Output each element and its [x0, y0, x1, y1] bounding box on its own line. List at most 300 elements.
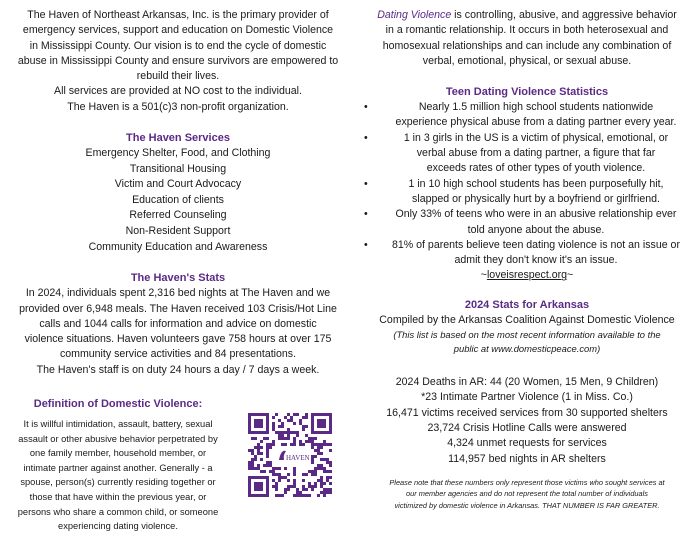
qr-module: [305, 473, 308, 476]
services-heading: The Haven Services: [126, 132, 230, 145]
qr-module: [248, 449, 251, 452]
qr-module: [287, 419, 290, 422]
disclaimer-line: Please note that these numbers only represent those victims who sought services at: [389, 477, 665, 487]
teen-bullet-line: slapped or physically hurt by a boyfriend or girlfriend.: [412, 192, 660, 205]
qr-module: [308, 437, 311, 440]
qr-module: [299, 494, 302, 497]
qr-module: [281, 437, 284, 440]
qr-module: [287, 431, 290, 434]
qr-module: [281, 422, 284, 425]
dating-line: in a romantic relationship. It occurs in both heterosexual and: [385, 24, 669, 37]
qr-module: [287, 485, 290, 488]
qr-module: [302, 488, 305, 491]
qr-module: [311, 470, 314, 473]
arkansas-note: [360, 328, 694, 355]
qr-module: [308, 485, 311, 488]
qr-module: [317, 452, 320, 455]
qr-module: [323, 491, 326, 494]
arkansas-heading: 2024 Stats for Arkansas: [464, 298, 590, 311]
qr-module: [296, 494, 299, 497]
intro-line: emergency services, support and education on Domestic Violence: [22, 24, 334, 37]
qr-module: [284, 491, 287, 494]
qr-module: [254, 467, 257, 470]
qr-module: [290, 419, 293, 422]
qr-module: [314, 443, 317, 446]
qr-module: [299, 422, 302, 425]
qr-module: [323, 488, 326, 491]
qr-module: [296, 413, 299, 416]
qr-module: [260, 446, 263, 449]
qr-module: [326, 476, 329, 479]
qr-module: [320, 479, 323, 482]
qr-module: [329, 488, 332, 491]
dating-violence-paragraph: [360, 8, 694, 69]
qr-module: [272, 428, 275, 431]
qr-module: [248, 464, 251, 467]
qr-module: [275, 413, 278, 416]
qr-module: [317, 446, 320, 449]
intro-line: The Haven of Northeast Arkansas, Inc. is the primary provider of: [27, 9, 329, 21]
qr-module: [251, 452, 254, 455]
qr-module: [287, 434, 290, 437]
qr-module: [326, 470, 329, 473]
bullet-icon: •: [364, 101, 368, 114]
qr-module: [293, 431, 296, 434]
qr-module: [266, 461, 269, 464]
qr-module: [329, 449, 332, 452]
qr-module: [308, 440, 311, 443]
qr-module: [272, 470, 275, 473]
qr-module: [278, 425, 281, 428]
qr-module: [293, 479, 296, 482]
qr-module: [254, 458, 257, 461]
stats-line: community service activities and 84 presentations.: [59, 348, 297, 361]
qr-module: [302, 443, 305, 446]
qr-module: [284, 437, 287, 440]
qr-module: [284, 416, 287, 419]
qr-module: [320, 482, 323, 485]
qr-module: [305, 440, 308, 443]
qr-module: [314, 473, 317, 476]
qr-module: [320, 467, 323, 470]
qr-module: [272, 467, 275, 470]
qr-module: [275, 467, 278, 470]
qr-module: [293, 482, 296, 485]
teen-bullet: [360, 177, 694, 208]
qr-module: [260, 440, 263, 443]
teen-bullet-line: admit they don't know it's an issue.: [454, 254, 618, 267]
intro-line: The Haven is a 501(c)3 non-profit organization.: [67, 100, 289, 113]
source-line: [360, 268, 694, 283]
qr-module: [311, 443, 314, 446]
qr-module: [323, 458, 326, 461]
qr-module: [299, 419, 302, 422]
qr-module: [311, 485, 314, 488]
qr-module: [275, 488, 278, 491]
dating-first-line: [360, 8, 694, 23]
qr-module: [308, 470, 311, 473]
qr-module: [293, 467, 296, 470]
qr-module: [284, 476, 287, 479]
qr-module: [278, 476, 281, 479]
qr-module: [311, 488, 314, 491]
qr-module: [308, 482, 311, 485]
qr-module: [299, 443, 302, 446]
qr-module: [299, 491, 302, 494]
qr-module: [326, 461, 329, 464]
qr-module: [254, 437, 257, 440]
qr-module: [329, 464, 332, 467]
qr-module: [263, 470, 266, 473]
qr-module: [284, 431, 287, 434]
qr-module: [266, 437, 269, 440]
qr-module: [290, 485, 293, 488]
arkansas-note-line: (This list is based on the most recent information available to the: [393, 329, 661, 341]
disclaimer-line: victimized by domestic violence in Arkansas. THAT NUMBER IS FAR GREATER.: [394, 500, 660, 510]
qr-module: [248, 467, 251, 470]
qr-module: [266, 443, 269, 446]
qr-module: [329, 443, 332, 446]
qr-module: [293, 473, 296, 476]
qr-module: [320, 485, 323, 488]
qr-module: [326, 479, 329, 482]
qr-module: [317, 479, 320, 482]
qr-module: [296, 434, 299, 437]
qr-module: [320, 443, 323, 446]
teen-bullet-line: 81% of parents believe teen dating violence is not an issue or: [392, 238, 680, 251]
qr-module: [275, 494, 278, 497]
teen-bullet: [360, 207, 694, 238]
intro-paragraph: [8, 8, 348, 115]
qr-module: [269, 470, 272, 473]
dating-violence-term: Dating Violence: [377, 9, 452, 21]
qr-module: [278, 437, 281, 440]
qr-module: [269, 446, 272, 449]
qr-module: [275, 473, 278, 476]
qr-module: [305, 488, 308, 491]
qr-module: [293, 440, 296, 443]
qr-module: [272, 416, 275, 419]
dating-first-line-rest: is controlling, abusive, and aggressive behavior: [451, 9, 677, 21]
qr-module: [320, 491, 323, 494]
qr-module: [323, 440, 326, 443]
qr-module: [314, 482, 317, 485]
qr-module: [251, 458, 254, 461]
qr-module: [266, 455, 269, 458]
qr-module: [302, 485, 305, 488]
qr-module: [293, 494, 296, 497]
definition-line: It is willful intimidation, assault, battery, sexual: [23, 419, 213, 429]
disclaimer: [360, 477, 694, 511]
definition-section: [8, 397, 348, 537]
stats-line: In 2024, individuals spent 2,316 bed nights at The Haven and we: [25, 287, 331, 300]
teen-bullet-line: Nearly 1.5 million high school students nationwide: [418, 101, 654, 114]
qr-module: [293, 422, 296, 425]
qr-module: [329, 476, 332, 479]
qr-module: [299, 440, 302, 443]
qr-code-graphic[interactable]: [248, 413, 332, 497]
teen-bullet: [360, 100, 694, 131]
qr-module: [314, 467, 317, 470]
qr-module: [293, 485, 296, 488]
qr-module: [311, 473, 314, 476]
service-item: Transitional Housing: [129, 162, 227, 175]
qr-module: [272, 485, 275, 488]
qr-module: [251, 467, 254, 470]
teen-heading: Teen Dating Violence Statistics: [445, 86, 609, 99]
arkansas-stat: 114,957 bed nights in AR shelters: [448, 452, 606, 465]
qr-module: [293, 443, 296, 446]
stats-line: violence situations. Haven volunteers gave 758 hours at over 175: [24, 333, 332, 346]
qr-module: [254, 446, 257, 449]
qr-module: [254, 455, 257, 458]
qr-module: [293, 470, 296, 473]
qr-module: [305, 416, 308, 419]
qr-module: [266, 464, 269, 467]
service-item: Education of clients: [132, 193, 224, 206]
qr-module: [296, 431, 299, 434]
dating-line: homosexual relationships and can include any combination of: [382, 39, 672, 52]
qr-module: [257, 449, 260, 452]
qr-module: [320, 446, 323, 449]
definition-line: experiencing dating violence.: [58, 521, 178, 532]
service-item: Community Education and Awareness: [88, 240, 268, 253]
qr-module: [302, 425, 305, 428]
qr-module: [311, 455, 314, 458]
service-item: Victim and Court Advocacy: [114, 178, 242, 191]
qr-module: [326, 458, 329, 461]
qr-module: [287, 428, 290, 431]
disclaimer-line: our member agencies and do not represent the total number of individuals: [406, 489, 648, 499]
teen-bullet-line: 1 in 3 girls in the US is a victim of physical, emotional, or: [403, 131, 669, 144]
qr-module: [290, 431, 293, 434]
stats-line: The Haven's staff is on duty 24 hours a day / 7 days a week.: [36, 363, 320, 376]
bullet-icon: •: [364, 238, 368, 251]
teen-bullet-line: verbal abuse from a dating partner, a figure that far: [416, 147, 656, 160]
definition-heading: Definition of Domestic Violence:: [33, 398, 203, 410]
qr-module: [263, 464, 266, 467]
qr-module: [293, 437, 296, 440]
arkansas-stat: 2024 Deaths in AR: 44 (20 Women, 15 Men, 9 Children): [395, 376, 659, 389]
qr-module: [278, 467, 281, 470]
qr-module: [296, 491, 299, 494]
intro-line: in Mississippi County. Our vision is to end the cycle of domestic: [29, 39, 327, 52]
qr-module: [272, 422, 275, 425]
qr-logo-text: HAVEN: [286, 454, 310, 462]
qr-module: [296, 488, 299, 491]
stats-section: [8, 271, 348, 378]
qr-module: [272, 440, 275, 443]
source-suffix: ~: [567, 269, 574, 282]
qr-module: [290, 416, 293, 419]
bullet-icon: •: [364, 177, 368, 190]
qr-module: [272, 443, 275, 446]
qr-module: [311, 437, 314, 440]
qr-module: [317, 449, 320, 452]
qr-module: [257, 446, 260, 449]
qr-module: [272, 425, 275, 428]
qr-module: [266, 452, 269, 455]
definition-line: spouse, person(s) currently residing together or: [20, 477, 216, 488]
qr-module: [293, 413, 296, 416]
bullet-icon: •: [364, 208, 368, 221]
qr-module: [302, 416, 305, 419]
qr-module: [314, 485, 317, 488]
qr-module: [251, 464, 254, 467]
qr-module: [257, 443, 260, 446]
qr-module: [317, 464, 320, 467]
definition-line: intimate partner against another. Generally - a: [23, 462, 213, 473]
qr-module: [287, 437, 290, 440]
intro-line: rebuild their lives.: [136, 70, 220, 83]
qr-module: [323, 470, 326, 473]
qr-module: [266, 446, 269, 449]
qr-module: [281, 434, 284, 437]
arkansas-note-line: public at www.domesticpeace.com): [453, 342, 601, 354]
qr-module: [320, 452, 323, 455]
qr-module: [305, 494, 308, 497]
teen-bullet-line: 1 in 10 high school students has been purposefully hit,: [408, 177, 664, 190]
qr-module: [326, 443, 329, 446]
qr-module: [251, 437, 254, 440]
qr-module: [281, 425, 284, 428]
qr-module: [323, 482, 326, 485]
qr-module: [287, 488, 290, 491]
loveisrespect-link[interactable]: loveisrespect.org: [486, 269, 568, 282]
qr-module: [314, 449, 317, 452]
qr-module: [320, 458, 323, 461]
arkansas-stat: 23,724 Crisis Hotline Calls were answered: [427, 421, 627, 434]
qr-module: [302, 428, 305, 431]
qr-module: [275, 482, 278, 485]
qr-module: [302, 473, 305, 476]
qr-module: [311, 440, 314, 443]
services-section: [8, 131, 348, 255]
qr-module: [248, 461, 251, 464]
qr-module: [317, 443, 320, 446]
qr-module: [311, 458, 314, 461]
qr-module: [320, 476, 323, 479]
qr-module: [305, 413, 308, 416]
qr-module: [278, 494, 281, 497]
teen-bullet: [360, 238, 694, 269]
qr-module: [257, 464, 260, 467]
qr-module: [320, 464, 323, 467]
qr-module: [323, 443, 326, 446]
definition-line: those that have within the previous year, or: [29, 491, 207, 502]
qr-module: [281, 494, 284, 497]
qr-module: [272, 473, 275, 476]
qr-module: [305, 425, 308, 428]
qr-module: [278, 479, 281, 482]
qr-module: [308, 494, 311, 497]
arkansas-stat: 4,324 unmet requests for services: [447, 437, 607, 450]
qr-module: [326, 491, 329, 494]
qr-module: [287, 413, 290, 416]
qr-module: [281, 431, 284, 434]
stats-heading: The Haven's Stats: [130, 272, 226, 285]
qr-module: [329, 491, 332, 494]
qr-module: [329, 461, 332, 464]
qr-module: [275, 485, 278, 488]
stats-line: calls and 1044 calls for information and advice on domestic: [39, 317, 317, 330]
qr-module: [278, 419, 281, 422]
qr-module: [269, 464, 272, 467]
left-column: [8, 0, 348, 378]
qr-module: [260, 452, 263, 455]
teen-bullet-line: experience physical abuse from a dating partner every year.: [395, 116, 677, 129]
qr-module: [311, 461, 314, 464]
qr-module: [281, 443, 284, 446]
dating-line: verbal, emotional, physical, or sexual abuse.: [422, 54, 632, 67]
qr-module: [266, 449, 269, 452]
qr-module: [269, 443, 272, 446]
bullet-icon: •: [364, 131, 368, 144]
service-item: Referred Counseling: [129, 209, 227, 222]
qr-module: [251, 461, 254, 464]
qr-module: [314, 470, 317, 473]
teen-section: [360, 85, 694, 284]
qr-module: [278, 431, 281, 434]
teen-bullet: [360, 131, 694, 177]
definition-line: persons who share a common child, or someone: [17, 506, 219, 517]
qr-module: [257, 452, 260, 455]
qr-module: [287, 479, 290, 482]
teen-bullet-line: told anyone about the abuse.: [467, 223, 605, 236]
qr-code[interactable]: [248, 413, 332, 497]
qr-module: [278, 473, 281, 476]
qr-module: [284, 488, 287, 491]
qr-module: [272, 479, 275, 482]
qr-module: [317, 494, 320, 497]
qr-module: [284, 443, 287, 446]
qr-module: [287, 473, 290, 476]
qr-module: [269, 461, 272, 464]
arkansas-stat: 16,471 victims received services from 30 supported shelters: [386, 406, 668, 419]
qr-module: [326, 488, 329, 491]
teen-bullet-line: exceeds rates of other types of youth violence.: [426, 162, 646, 175]
source-prefix: ~: [480, 269, 487, 282]
qr-module: [251, 449, 254, 452]
qr-module: [323, 494, 326, 497]
qr-module: [257, 467, 260, 470]
qr-module: [305, 434, 308, 437]
service-item: Emergency Shelter, Food, and Clothing: [85, 147, 271, 160]
intro-line: abuse in Mississippi County and ensure survivors are empowered to: [17, 54, 339, 67]
qr-module: [317, 467, 320, 470]
qr-module: [329, 470, 332, 473]
arkansas-stats-list: [360, 375, 694, 467]
definition-line: assault or other abusive behavior perpetrated by: [18, 433, 218, 444]
qr-module: [302, 479, 305, 482]
right-column: [360, 0, 694, 511]
qr-module: [278, 434, 281, 437]
qr-module: [260, 458, 263, 461]
qr-module: [314, 455, 317, 458]
qr-module: [284, 467, 287, 470]
qr-module: [323, 467, 326, 470]
stats-line: provided over 6,948 meals. The Haven received 103 Crisis/Hot Line: [19, 302, 337, 315]
compiled-by: Compiled by the Arkansas Coalition Against Domestic Violence: [379, 313, 675, 326]
intro-line: All services are provided at NO cost to the individual.: [54, 85, 302, 98]
arkansas-stat: *23 Intimate Partner Violence (1 in Miss. Co.): [421, 391, 633, 404]
definition-line: one family member, household member, or: [29, 448, 207, 459]
qr-module: [314, 437, 317, 440]
qr-module: [311, 446, 314, 449]
qr-module: [329, 482, 332, 485]
qr-module: [302, 494, 305, 497]
qr-module: [263, 437, 266, 440]
